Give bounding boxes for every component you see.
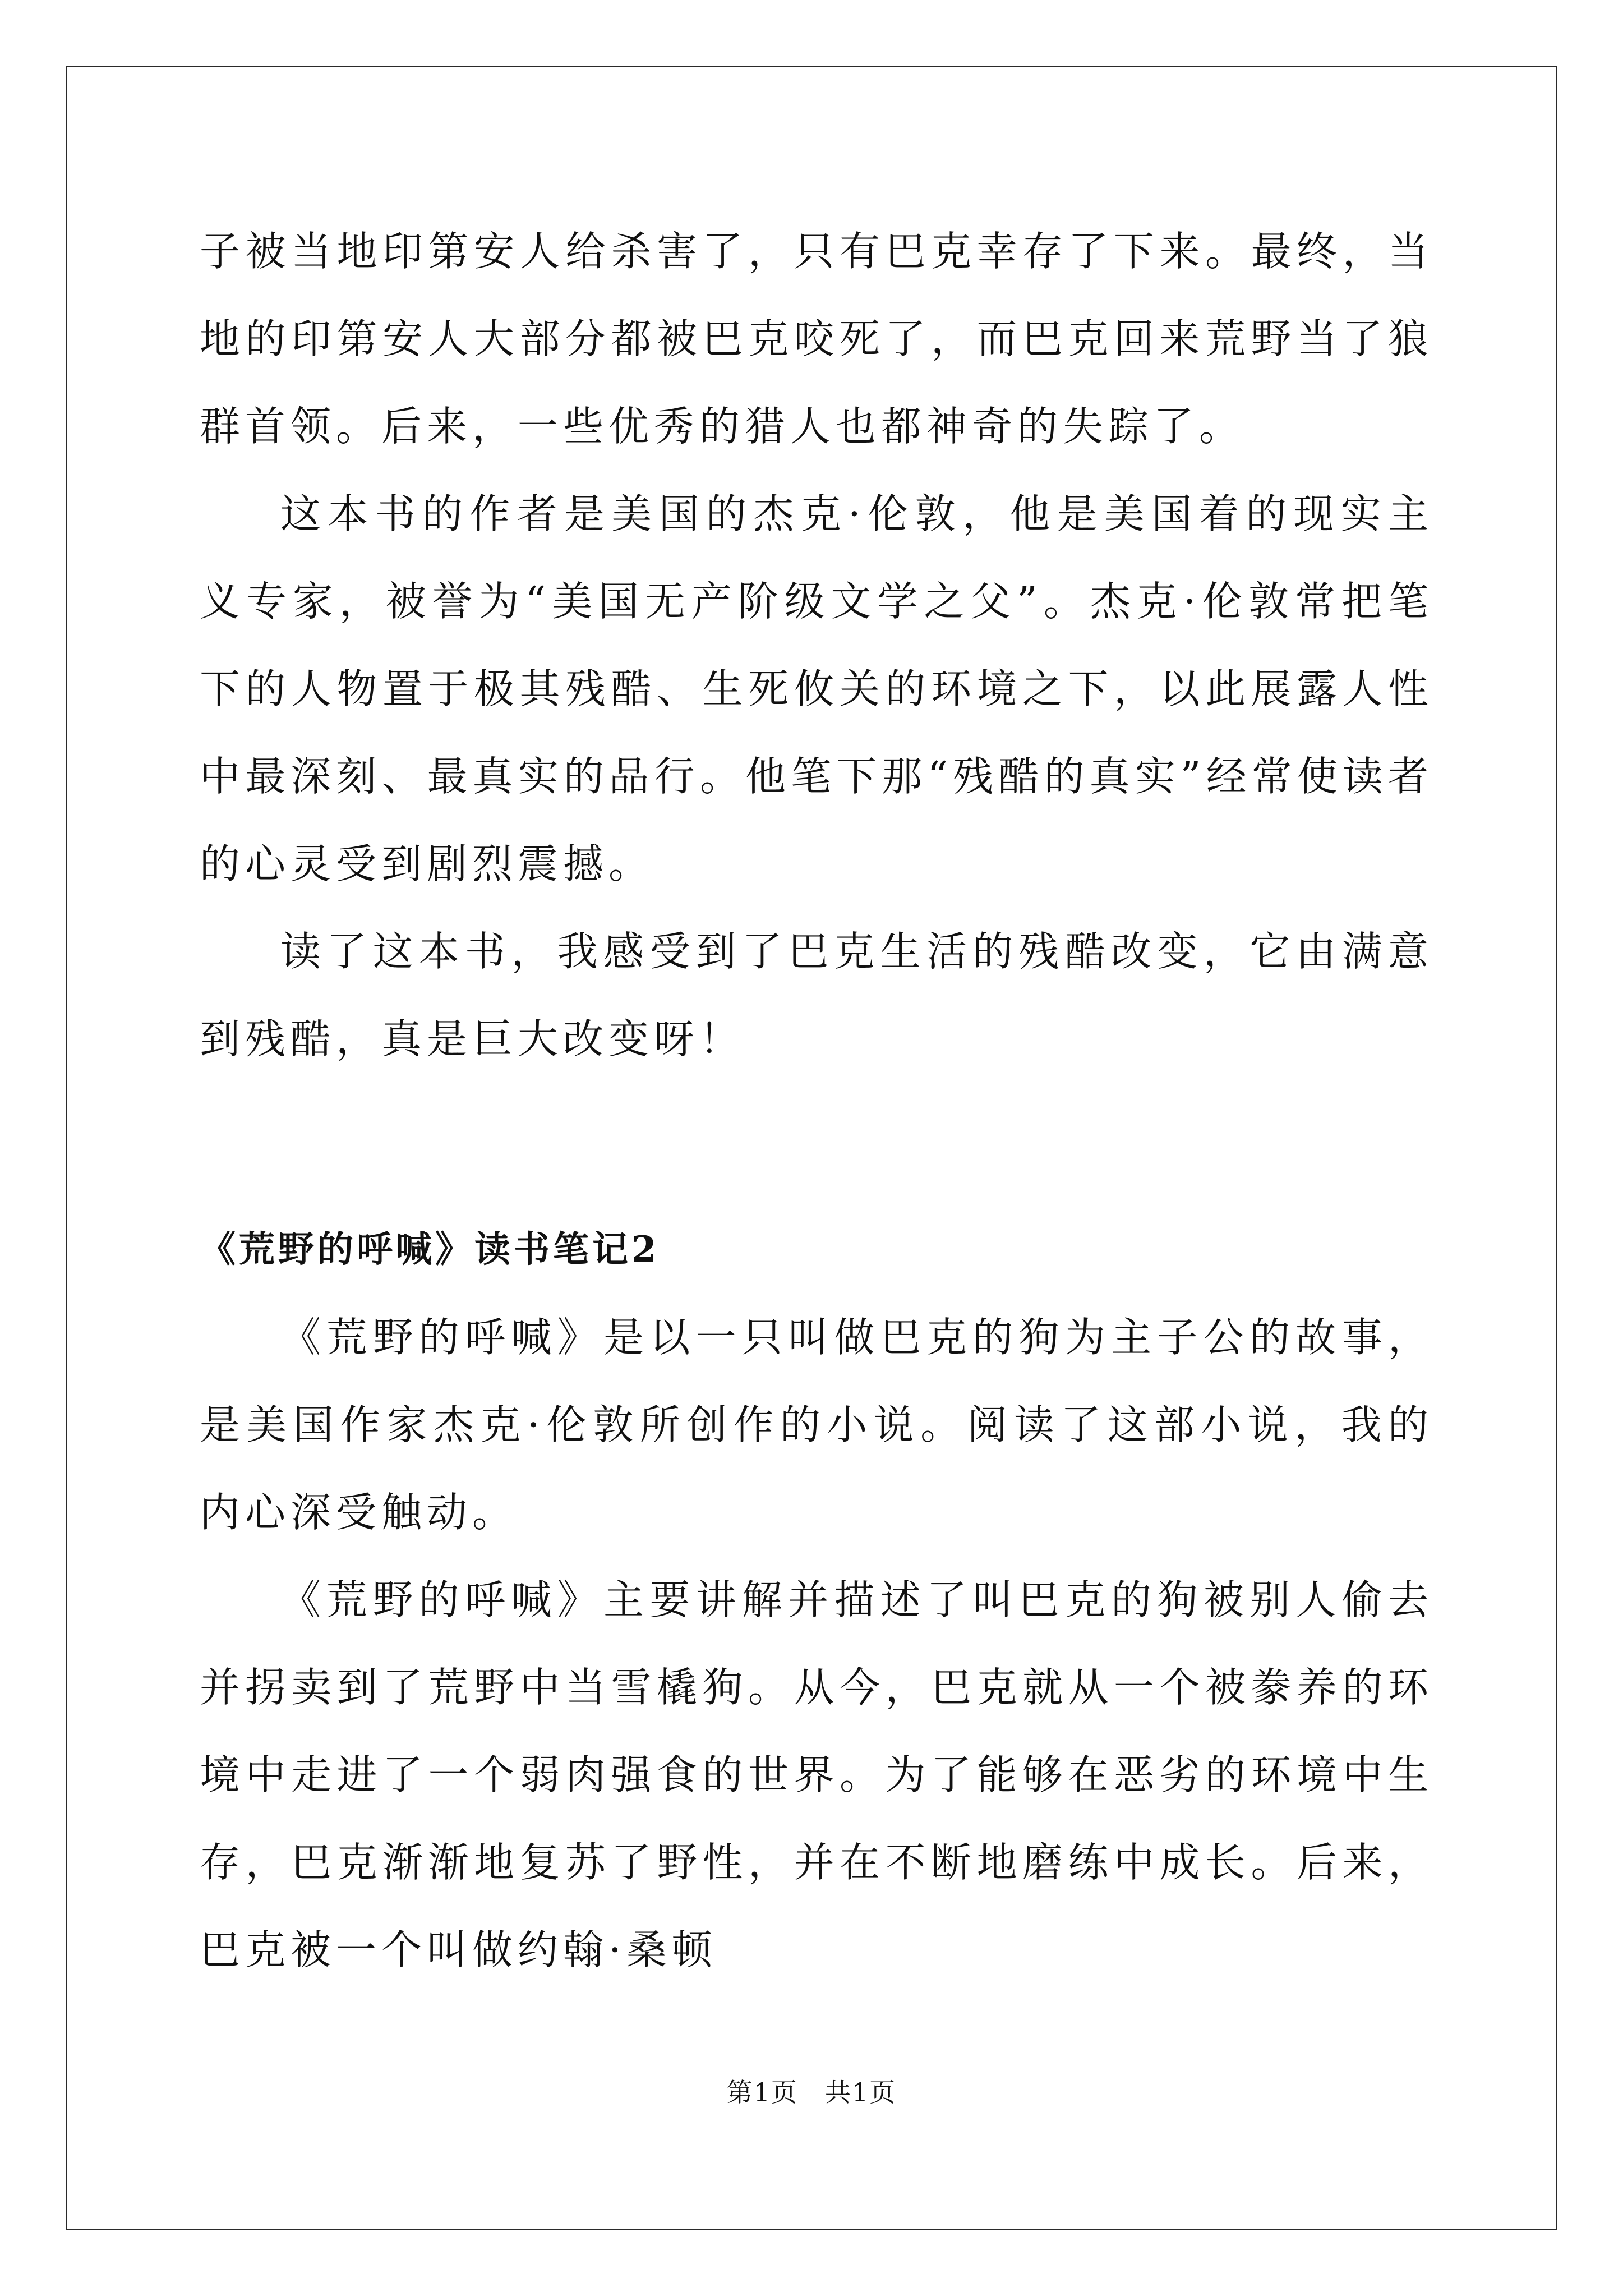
paragraph-3: 读了这本书，我感受到了巴克生活的残酷改变，它由满意到残酷，真是巨大改变呀！ <box>200 928 1433 1062</box>
paragraph-5: 《荒野的呼喊》主要讲解并描述了叫巴克的狗被别人偷去并拐卖到了荒野中当雪橇狗。从今，巴克就从一个被豢养的环境中走进了一个弱肉强食的世界。为了能够在恶劣的环境中生存，巴克渐渐地复苏了野性，并在不断地磨练中成长。后来，巴克被一个叫做约翰·桑顿 <box>200 1576 1433 1973</box>
section-heading: 《荒野的呼喊》读书笔记2 <box>200 1228 660 1271</box>
paragraph-2: 这本书的作者是美国的杰克·伦敦，他是美国着的现实主义专家，被誉为“美国无产阶级文学之父”。杰克·伦敦常把笔下的人物置于极其残酷、生死攸关的环境之下，以此展露人性中最深刻、最真实的品行。他笔下那“残酷的真实”经常使读者的心灵受到剧烈震撼。 <box>200 490 1433 887</box>
document-body <box>200 208 1433 1994</box>
page-footer: 第1页 共1页 <box>726 2077 897 2108</box>
paragraph-4: 《荒野的呼喊》是以一只叫做巴克的狗为主子公的故事，是美国作家杰克·伦敦所创作的小说。阅读了这部小说，我的内心深受触动。 <box>200 1314 1433 1536</box>
paragraph-1: 子被当地印第安人给杀害了，只有巴克幸存了下来。最终，当地的印第安人大部分都被巴克咬死了，而巴克回来荒野当了狼群首领。后来，一些优秀的猎人也都神奇的失踪了。 <box>200 228 1433 450</box>
